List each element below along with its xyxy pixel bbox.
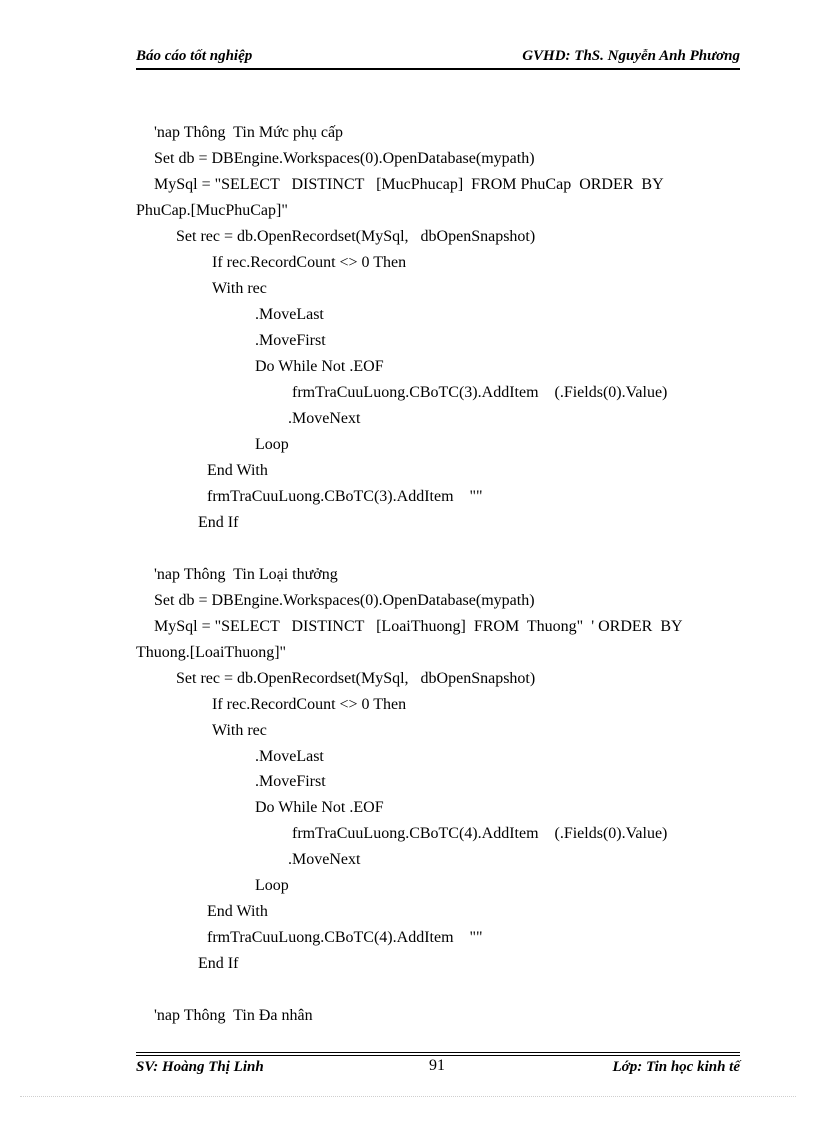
code-line: End If (198, 955, 239, 972)
code-line: If rec.RecordCount <> 0 Then (212, 254, 407, 271)
code-line: frmTraCuuLuong.CBoTC(4).AddItem (.Fields(0).Value) (292, 825, 668, 842)
footer-class: Lớp: Tin học kinh tế (612, 1059, 740, 1075)
code-line: 'nap Thông Tin Mức phụ cấp (154, 124, 344, 141)
code-line: 'nap Thông Tin Loại thưởng (154, 566, 338, 583)
code-line: End If (198, 514, 239, 531)
code-line: 'nap Thông Tin Đa nhân (154, 1007, 313, 1024)
code-line: Do While Not .EOF (255, 799, 384, 816)
code-line: .MoveFirst (255, 773, 326, 790)
page-header (136, 48, 740, 68)
code-line: If rec.RecordCount <> 0 Then (212, 696, 407, 713)
code-line: End With (207, 462, 268, 479)
code-line: Thuong.[LoaiThuong]" (136, 644, 287, 661)
code-line: frmTraCuuLuong.CBoTC(3).AddItem (.Fields(0).Value) (292, 384, 668, 401)
page-footer (136, 1057, 740, 1077)
code-line: MySql = "SELECT DISTINCT [MucPhucap] FROM PhuCap ORDER BY (154, 176, 664, 193)
code-line: Do While Not .EOF (255, 358, 384, 375)
header-report-title: Báo cáo tốt nghiệp (136, 48, 253, 64)
code-line: With rec (212, 722, 267, 739)
code-line: frmTraCuuLuong.CBoTC(4).AddItem "" (207, 929, 483, 946)
footer-rule (136, 1052, 740, 1053)
code-line: .MoveFirst (255, 332, 326, 349)
code-line: With rec (212, 280, 267, 297)
footer-rule-double (136, 1055, 740, 1056)
code-line: PhuCap.[MucPhuCap]" (136, 202, 288, 219)
code-line: Set rec = db.OpenRecordset(MySql, dbOpenSnapshot) (176, 228, 536, 245)
code-line: Set db = DBEngine.Workspaces(0).OpenDatabase(mypath) (154, 150, 535, 167)
code-line: Set db = DBEngine.Workspaces(0).OpenDatabase(mypath) (154, 592, 535, 609)
code-line: frmTraCuuLuong.CBoTC(3).AddItem "" (207, 488, 483, 505)
code-line: MySql = "SELECT DISTINCT [LoaiThuong] FROM Thuong" ' ORDER BY (154, 618, 683, 635)
page-number: 91 (429, 1057, 445, 1074)
code-line: .MoveNext (288, 410, 361, 427)
code-line: Set rec = db.OpenRecordset(MySql, dbOpenSnapshot) (176, 670, 536, 687)
header-rule (136, 68, 740, 70)
footer-student: SV: Hoàng Thị Linh (136, 1059, 264, 1075)
code-line: End With (207, 903, 268, 920)
code-line: .MoveNext (288, 851, 361, 868)
code-line: .MoveLast (255, 306, 324, 323)
code-line: .MoveLast (255, 748, 324, 765)
code-line: Loop (255, 436, 289, 453)
page-edge-divider (20, 1096, 796, 1097)
code-line: Loop (255, 877, 289, 894)
header-advisor: GVHD: ThS. Nguyễn Anh Phương (522, 48, 740, 64)
